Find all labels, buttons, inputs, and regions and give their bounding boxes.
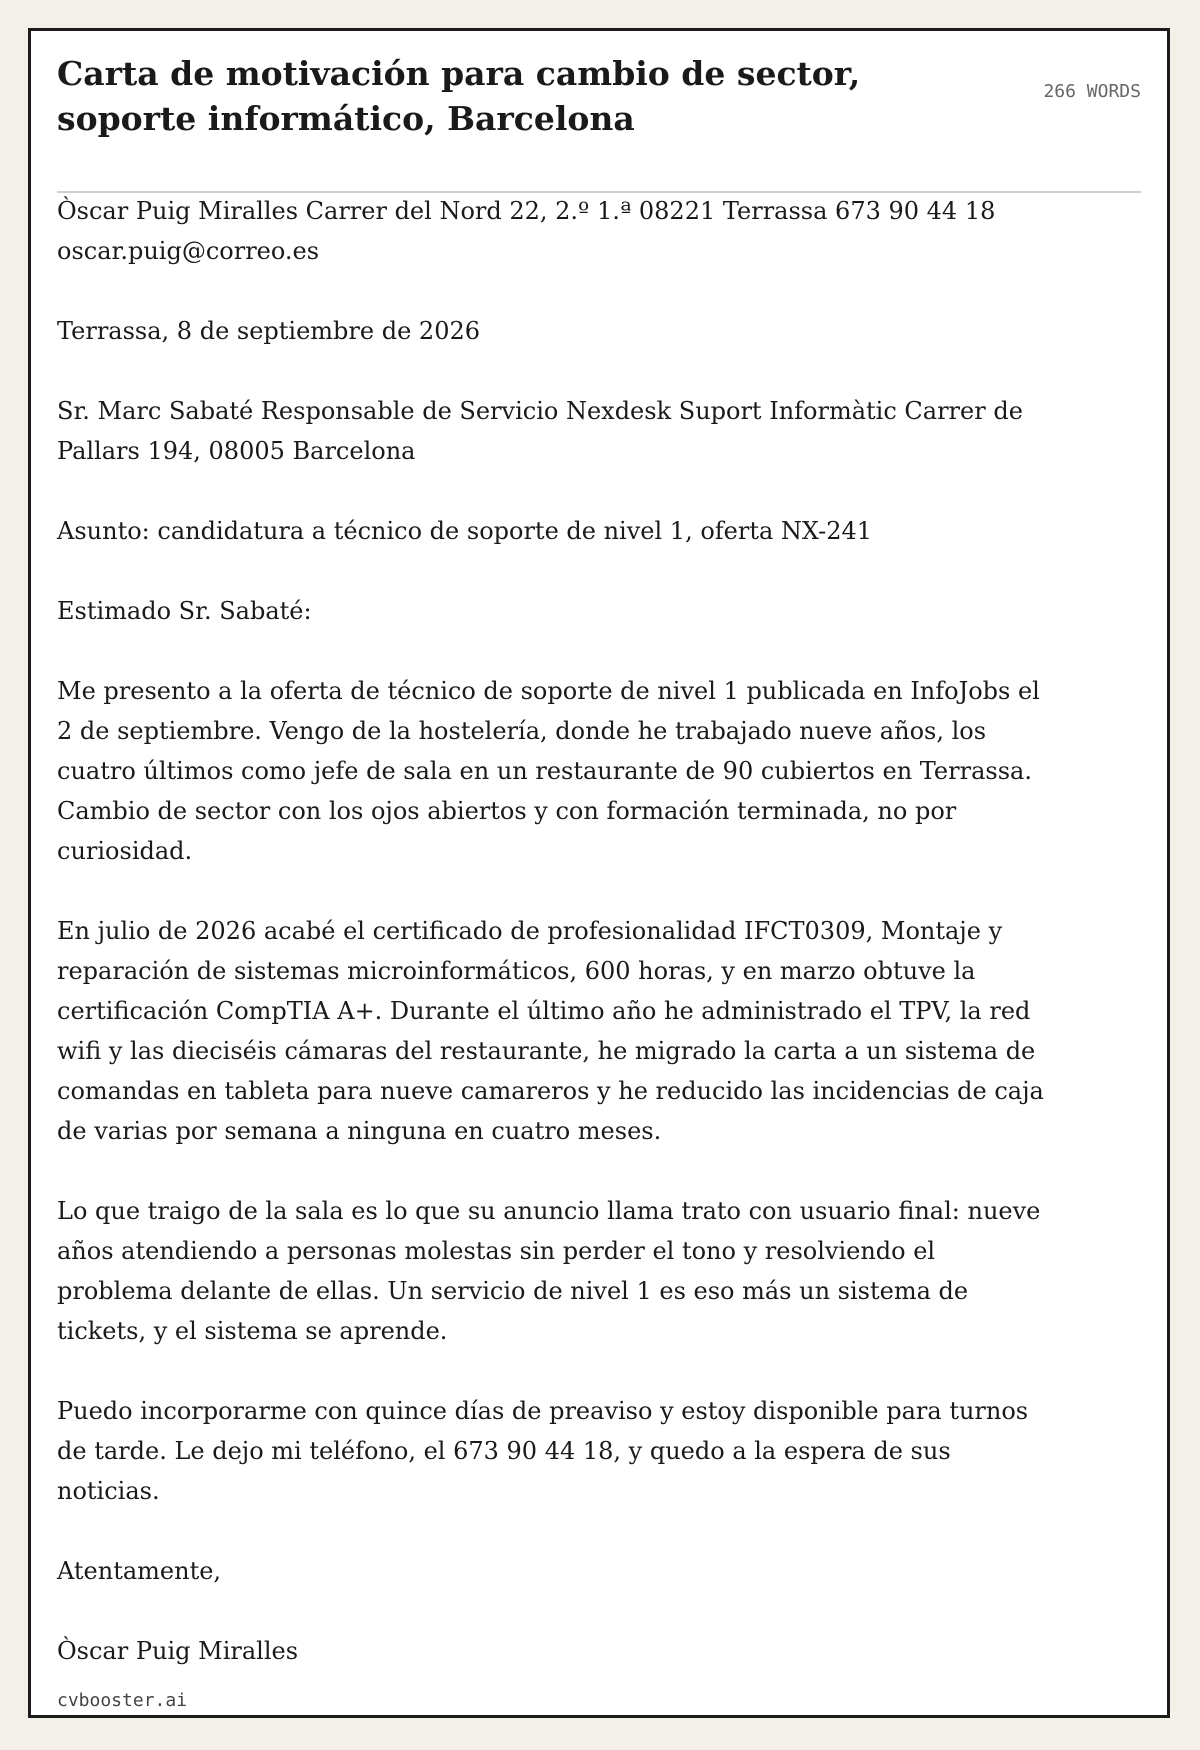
document-header bbox=[57, 51, 1141, 193]
sender-block: Òscar Puig Miralles Carrer del Nord 22, 2.º 1.ª 08221 Terrassa 673 90 44 18 oscar.puig@correo.es bbox=[57, 197, 996, 265]
signature: Òscar Puig Miralles bbox=[57, 1637, 299, 1665]
body-paragraph: Lo que traigo de la sala es lo que su anuncio llama trato con usuario final: nueve años atendiendo a personas molestas sin perder el tono y resolviendo el problema delante de ellas. Un servicio de nivel 1 es eso más un sistema de tickets, y el sistema se aprende. bbox=[57, 1197, 1041, 1345]
body-paragraph: Me presento a la oferta de técnico de soporte de nivel 1 publicada en InfoJobs el 2 de septiembre. Vengo de la hostelería, donde he trabajado nueve años, los cuatro últimos como jefe de sala en un restaurante de 90 cubiertos en Terrassa. Cambio de sector con los ojos abiertos y con formación terminada, no por curiosidad. bbox=[57, 677, 1040, 865]
closing: Atentamente, bbox=[57, 1557, 222, 1585]
brand-watermark: cvbooster.ai bbox=[57, 1690, 188, 1711]
document-title: Carta de motivación para cambio de sector, soporte informático, Barcelona bbox=[57, 54, 861, 138]
letter-subject: Asunto: candidatura a técnico de soporte de nivel 1, oferta NX-241 bbox=[57, 517, 873, 545]
letter-body bbox=[57, 191, 1057, 1671]
recipient-block: Sr. Marc Sabaté Responsable de Servicio Nexdesk Suport Informàtic Carrer de Pallars 194, 08005 Barcelona bbox=[57, 397, 1023, 465]
body-paragraph: Puedo incorporarme con quince días de preaviso y estoy disponible para turnos de tarde. Le dejo mi teléfono, el 673 90 44 18, y quedo a la espera de sus noticias. bbox=[57, 1397, 1029, 1505]
word-count-badge: 266 WORDS bbox=[1043, 81, 1141, 102]
letter-date: Terrassa, 8 de septiembre de 2026 bbox=[57, 317, 480, 345]
salutation: Estimado Sr. Sabaté: bbox=[57, 597, 312, 625]
letter-document bbox=[28, 28, 1170, 1718]
body-paragraph: En julio de 2026 acabé el certificado de profesionalidad IFCT0309, Montaje y reparación de sistemas microinformáticos, 600 horas, y en marzo obtuve la certificación CompTIA A+. Durante el último año he administrado el TPV, la red wifi y las dieciséis cámaras del restaurante, he migrado la carta a un sistema de comandas en tableta para nueve camareros y he reducido las incidencias de caja de varias por semana a ninguna en cuatro meses. bbox=[57, 917, 1044, 1145]
